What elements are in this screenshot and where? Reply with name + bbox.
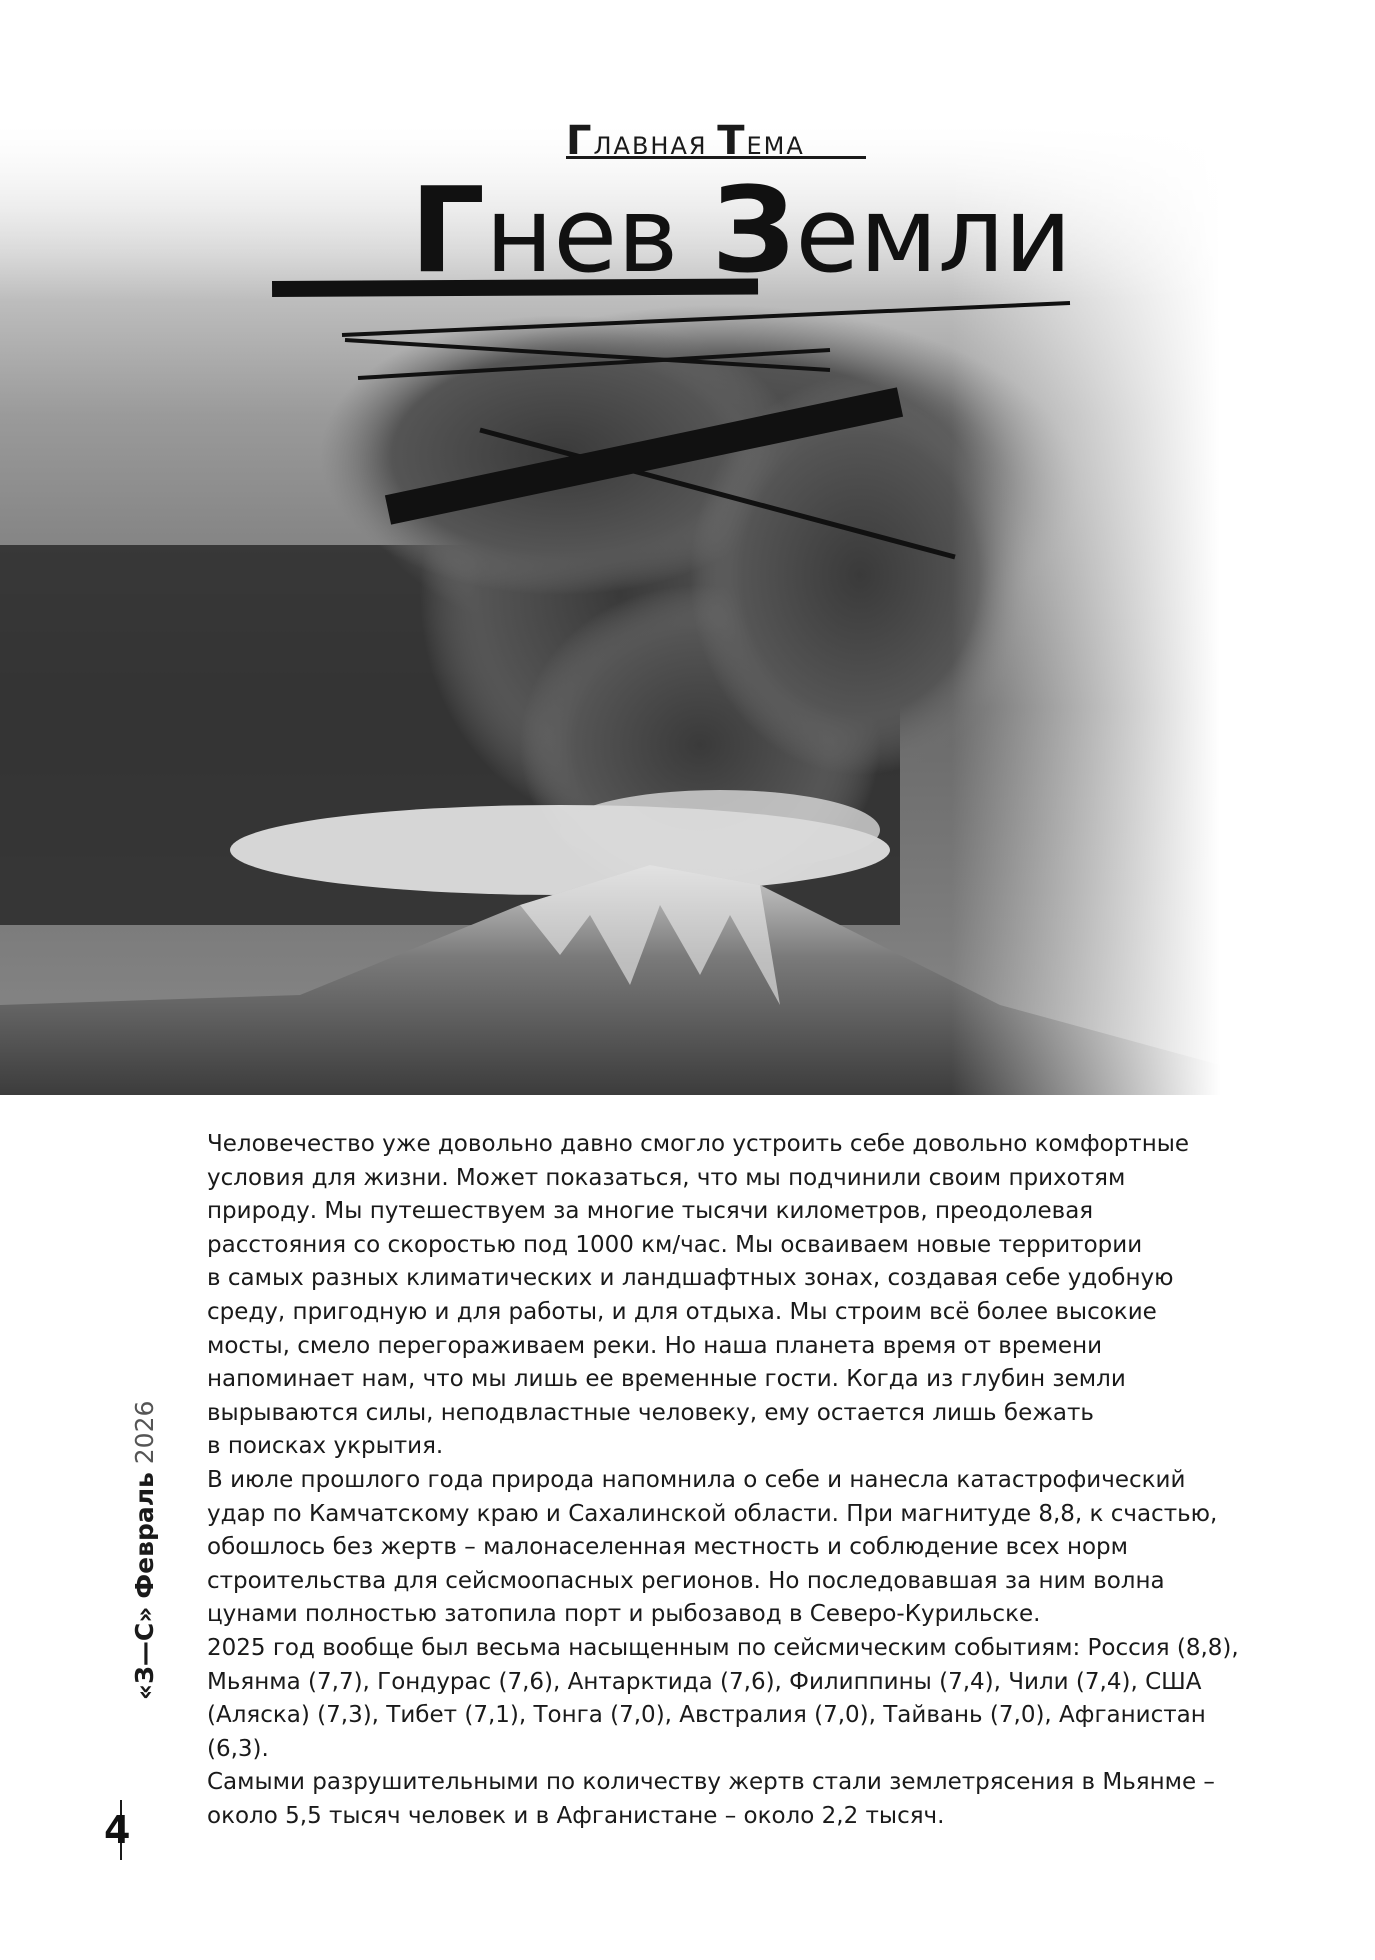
issue-year: 2026 (130, 1400, 159, 1465)
title-text-1: нев (485, 174, 712, 296)
magazine-name: «З—С» (130, 1606, 159, 1700)
article-title (410, 161, 1130, 299)
title-initial-1: Г (410, 161, 486, 299)
paragraph: 2025 год вообще был весьма насыщенным по сейсмическим событиям: Россия (8,8), Мьянма (7,7), Гондурас (7,6), Антарктида (7,6), Филиппины (7,4), Чили (7,4), США (Аляска) (7,3), Тибет (7,1), Тонга (7,0), Австралия (7,0), Тайвань (7,0), Афганистан (6,3). Самыми разрушительными по количеству жертв стали землетрясения в Мьянме – около 5,5 тысяч человек и в Афганистане – около 2,2 тысяч. (207, 1634, 1239, 1829)
issue-month: Февраль (130, 1472, 159, 1599)
title-initial-2: З (711, 161, 796, 299)
paragraph: В июле прошлого года природа напомнила о себе и нанесла катастрофический удар по Камчатскому краю и Сахалинской области. При магнитуде 8,8, к счастью, обошлось без жертв – малонаселенная местность и соблюдение всех норм строительства для сейсмоопасных регионов. Но последовавшая за ним волна цунами полностью затопила порт и рыбозавод в Северо-Курильске. (207, 1466, 1218, 1628)
issue-info (130, 1400, 159, 1700)
section-rubric (566, 118, 866, 164)
article-body (207, 1128, 1242, 1833)
rubric-text-2: ЕМА (746, 132, 805, 160)
paragraph: Человечество уже довольно давно смогло устроить себе довольно комфортные условия для жизни. Может показаться, что мы подчинили своим прихотям природу. Мы путешествуем за многие тысячи километров, преодолевая расстояния со скоростью под 1000 км/час. Мы осваиваем новые территории в самых разных климатических и ландшафтных зонах, создавая себе удобную среду, пригодную и для работы, и для отдыха. Мы строим всё более высокие мосты, смело перегораживаем реки. Но наша планета время от времени напоминает нам, что мы лишь ее временные гости. Когда из глубин земли вырываются силы, неподвластные человеку, ему остается лишь бежать в поисках укрытия. (207, 1131, 1190, 1460)
rubric-initial-1: Г (566, 118, 594, 164)
rubric-text-1: ЛАВНАЯ (593, 132, 718, 160)
title-text-2: емли (795, 174, 1072, 296)
page-number: 4 (104, 1808, 131, 1852)
rubric-initial-2: Т (717, 118, 747, 164)
